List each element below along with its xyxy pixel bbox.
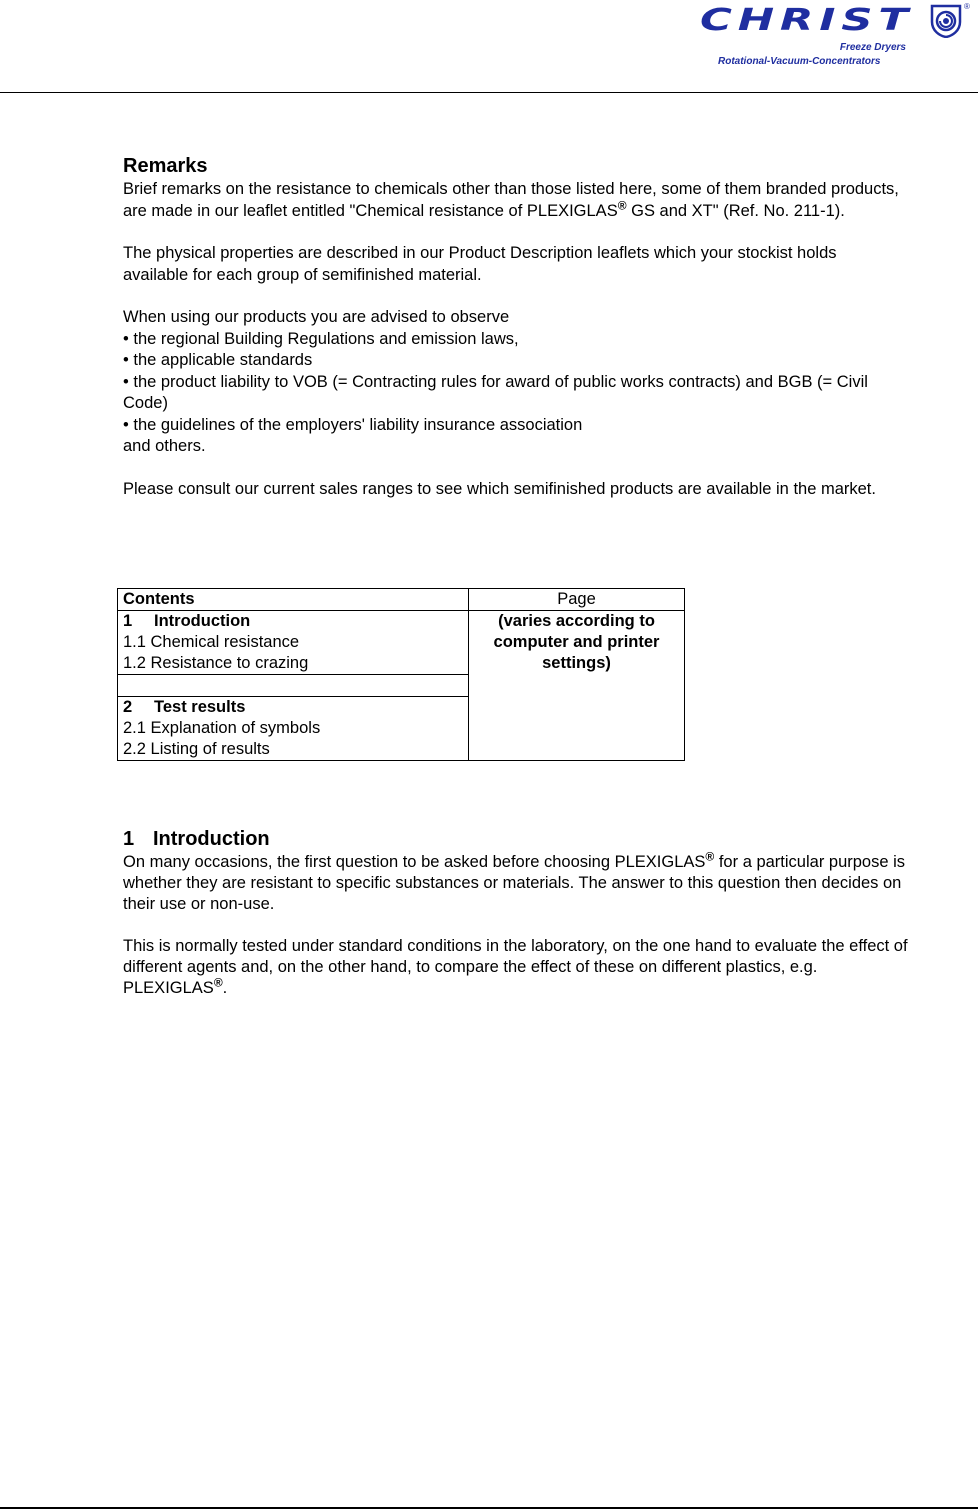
logo-subtitle-concentrators: Rotational-Vacuum-Concentrators (718, 56, 881, 67)
page-header-cell: Page (469, 589, 685, 611)
toc-item: 1.1 Chemical resistance (123, 633, 300, 651)
contents-header: Contents (118, 589, 469, 611)
section-title: Introduction (154, 612, 251, 630)
text: . (222, 979, 228, 997)
text: On many occasions, the first question to be asked before choosing PLEXIGLAS (123, 853, 706, 871)
intro-paragraph-2 (123, 936, 913, 999)
christ-logo (698, 2, 978, 72)
text: Brief remarks on the resistance to chemicals other than those listed here, some of them branded products, are made in our leaflet entitled "Chemical resistance of PLEXIGLAS (123, 180, 899, 220)
table-row (118, 611, 685, 675)
toc-section-1 (118, 611, 469, 675)
section-number: 1 (123, 612, 133, 630)
section-title: Introduction (153, 828, 270, 850)
remarks-observe-intro: When using our products you are advised to observe (123, 308, 510, 326)
bullet-item: • the guidelines of the employers' liability insurance association (123, 415, 583, 434)
bullet-item: • the applicable standards (123, 351, 313, 369)
remarks-heading: Remarks (123, 155, 208, 177)
text: This is normally tested under standard conditions in the laboratory, on the one hand to evaluate the effect of different agents and, on the other hand, to compare the effect of these on different plastics, e.g. PLEXIGLAS (123, 937, 908, 997)
text: GS and XT" (Ref. No. 211-1). (626, 201, 845, 220)
bullet-item: • the regional Building Regulations and emission laws, (123, 329, 519, 348)
section-number: 2 (123, 698, 133, 716)
bullet-item: • the product liability to VOB (= Contracting rules for award of public works contracts) and BGB (= Civil Code) (123, 372, 868, 412)
footer-rule (0, 1507, 978, 1509)
toc-item: 1.2 Resistance to crazing (123, 654, 309, 672)
page-note: (varies according to computer and printer settings) (469, 611, 685, 761)
introduction-section (123, 826, 913, 999)
remarks-paragraph-1 (123, 179, 903, 222)
section-title: Test results (154, 698, 246, 716)
table-header-row (118, 589, 685, 611)
logo-subtitle-freeze-dryers: Freeze Dryers (839, 42, 906, 53)
page-header (0, 0, 978, 93)
remarks-paragraph-2: The physical properties are described in our Product Description leaflets which your stockist holds available for each group of semifinished material. (123, 244, 837, 284)
registered-mark: ® (705, 849, 715, 864)
spiral-shield-icon (930, 4, 962, 38)
registered-mark: ® (617, 198, 627, 212)
introduction-heading (123, 826, 913, 852)
registered-mark: ® (964, 2, 970, 11)
section-number: 1 (123, 828, 135, 850)
toc-item: 2.1 Explanation of symbols (123, 719, 321, 737)
remarks-paragraph-4: Please consult our current sales ranges to see which semifinished products are available in the market. (123, 479, 876, 498)
intro-paragraph-1 (123, 849, 913, 915)
registered-mark: ® (213, 975, 223, 990)
contents-table (117, 588, 685, 761)
logo-wordmark: CHRIST (700, 3, 914, 38)
empty-cell (118, 675, 469, 697)
toc-section-2 (118, 697, 469, 761)
text: for a particular purpose is whether they are resistant to specific substances or materials. The answer to this question then decides on their use or non-use. (123, 853, 906, 913)
toc-item: 2.2 Listing of results (123, 740, 270, 758)
remarks-section (123, 153, 903, 500)
remarks-observe-outro: and others. (123, 437, 206, 455)
